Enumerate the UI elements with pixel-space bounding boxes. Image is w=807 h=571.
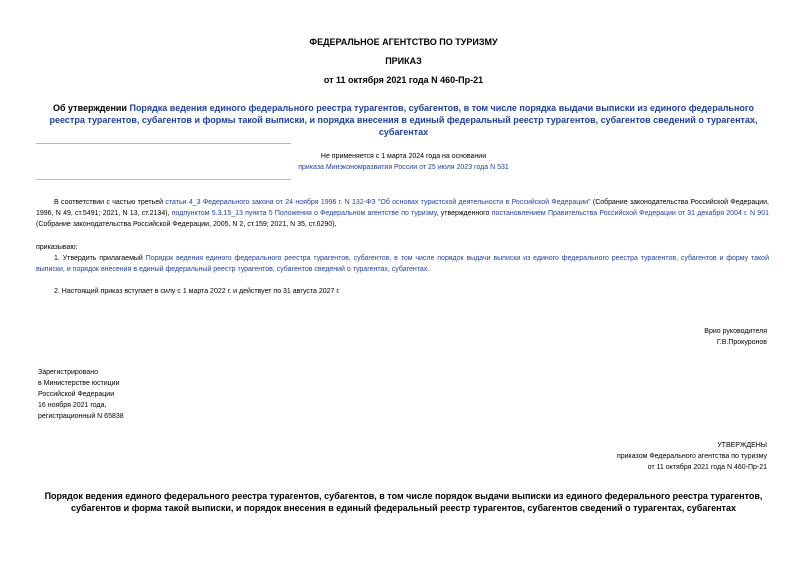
registration-block [38, 367, 124, 422]
status-note-text: Не применяется с 1 марта 2024 года на основании [320, 153, 487, 160]
signatory-position: Врио руководителя [704, 328, 767, 335]
registration-line-2: в Министерстве юстиции [38, 380, 120, 387]
approved-line-3: от 11 октября 2021 года N 460-Пр-21 [647, 464, 767, 471]
procedure-link[interactable]: Порядок ведения единого федерального реестра турагентов, субагентов, в том числе порядок выдачи выписки из единого федерального реестра турагентов, субагентов и форму такой выписки, и порядок внесения в единый федеральный реестр турагентов, субагентов сведений о турагентах, субагентах [36, 255, 769, 273]
bottom-divider [36, 179, 291, 180]
law-article-link[interactable]: статьи 4_3 Федерального закона от 24 ноября 1996 г. N 132-ФЗ "Об основах туристской деятельности в Российской Федерации" [165, 199, 591, 206]
registration-line-4: 16 ноября 2021 года, [38, 402, 107, 409]
registration-line-5: регистрационный N 65838 [38, 413, 124, 420]
doc-date-number: от 11 октября 2021 года N 460-Пр-21 [323, 75, 484, 85]
regulation-subpoint-link[interactable]: подпунктом 5.3.15_13 пункта 5 Положения о Федеральном агентстве по туризму [171, 210, 437, 217]
procedure-title: Порядок ведения единого федерального реестра турагентов, субагентов, в том числе порядок выдачи выписки из единого федерального реестра турагентов, субагентов и форма такой выписки, и порядок внесения в единый федеральный реестр турагентов, субагентов сведений о турагентах, субагентах [44, 491, 763, 513]
doc-type-heading: ПРИКАЗ [385, 56, 422, 66]
preamble-text-3: , утвержденного [436, 210, 492, 217]
status-note-link[interactable]: приказа Минэкономразвития России от 25 июля 2023 года N 531 [298, 164, 509, 171]
document-title [36, 102, 771, 138]
signatory-name: Г.В.Прокуронов [716, 339, 767, 346]
item-1-prefix: 1. Утвердить прилагаемый [54, 255, 146, 262]
order-item-1 [36, 253, 769, 275]
government-decree-link[interactable]: постановлением Правительства Российской Федерации от 31 декабря 2004 г. N 901 [491, 210, 769, 217]
preamble-text-4: (Собрание законодательства Российской Федерации, 2005, N 2, ст.159; 2021, N 35, ст.6290), [36, 221, 337, 228]
preamble-text-2: (Собрание законодательства Российской Федерации, 1996, N 49, ст.5491; 2021, N 13, ст.2134), [36, 199, 769, 217]
registration-line-3: Российской Федерации [38, 391, 115, 398]
title-link[interactable]: Порядка ведения единого федерального реестра турагентов, субагентов, в том числе порядка выдачи выписки из единого федерального реестра турагентов, субагентов и формы такой выписки, и порядка внесения в единый федеральный реестр турагентов, субагентов сведений о турагентах, субагентах [49, 103, 758, 137]
item-1-suffix: . [427, 266, 430, 273]
signature-block [704, 326, 767, 348]
title-prefix: Об утверждении [52, 103, 130, 113]
agency-heading: ФЕДЕРАЛЬНОЕ АГЕНТСТВО ПО ТУРИЗМУ [309, 37, 498, 47]
preamble-text-1: В соответствии с частью третьей [54, 199, 166, 206]
approved-block [617, 440, 767, 473]
registration-line-1: Зарегистрировано [38, 369, 98, 376]
preamble-paragraph [36, 197, 769, 230]
order-word: приказываю: [36, 244, 78, 251]
order-item-2: 2. Настоящий приказ вступает в силу с 1 марта 2022 г. и действует по 31 августа 2027 г. [54, 288, 340, 295]
top-divider [36, 143, 291, 144]
status-note [0, 151, 807, 173]
approved-line-2: приказом Федерального агентства по туризму [616, 453, 767, 460]
approved-line-1: УТВЕРЖДЕНЫ [717, 442, 767, 449]
